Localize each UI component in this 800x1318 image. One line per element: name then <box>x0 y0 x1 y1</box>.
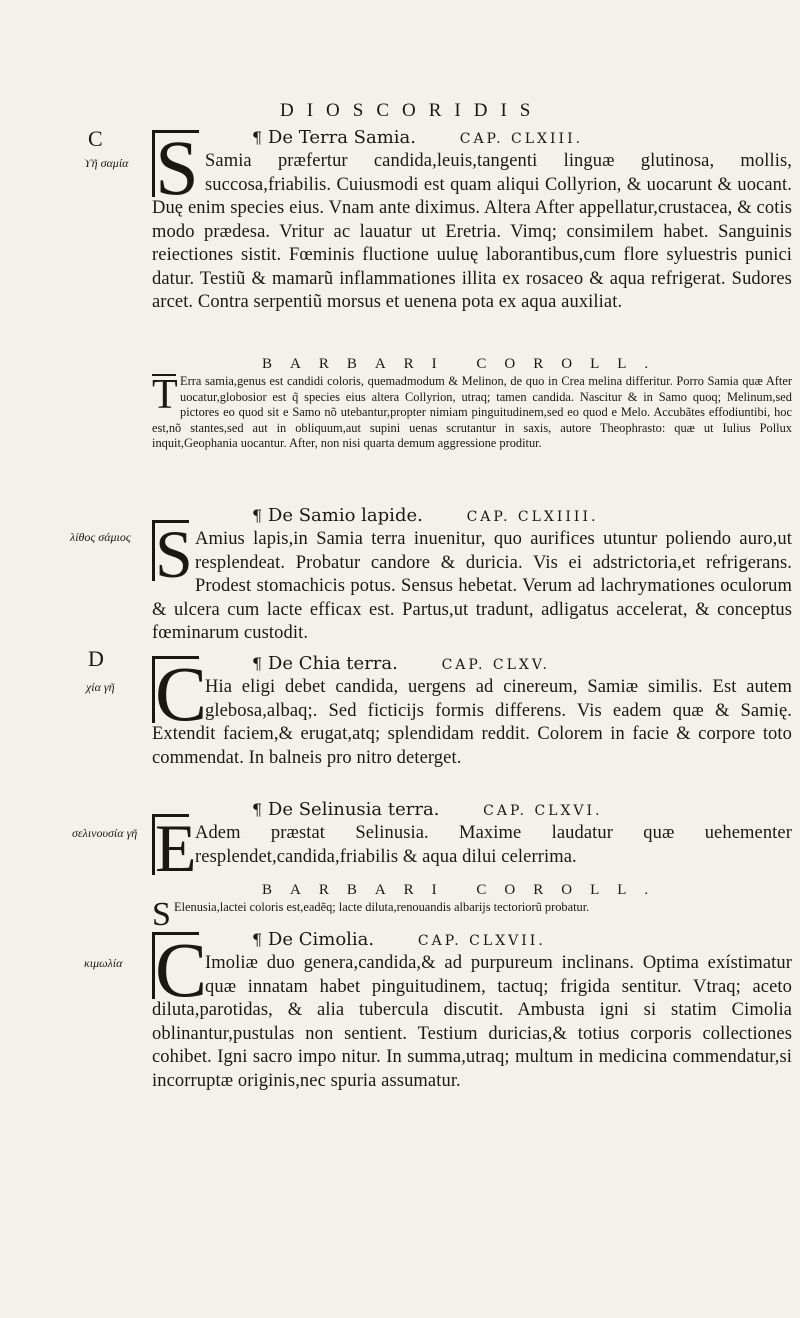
corollary-barbari-1 <box>152 354 792 452</box>
drop-capital: S <box>152 130 199 197</box>
corollary-text: S Elenusia,lactei coloris est,eadẽq; lacte diluta,renouandis albarijs tectoriorũ probatur. <box>152 896 590 933</box>
chapter-number: CAP. CLXVI. <box>483 803 603 819</box>
corollary-text: T Erra samia,genus est candidi coloris, quemadmodum & Melinon, de quo in Crea melina differitur. Porro Samia quæ After uocatur,globosior est q̃ species eius altera Collyrion, utraq; tamen candida. Nascitur & in Samo quoq; Melinum,sed pictores eo quod sit e Samo nõ utebantur,propter nimiam pinguitudinem,sed eo quod e Melo. Accubãtes effodiuntibi, hoc est,nõ stantes,sed aut in obliquum,aut supini uenas scrutantur in saxis, autore Theophrasto: quæ ut Iulius Pollux inquit,Geophania uocantur. After, non nisi quarta demum aggressione proditur. <box>152 372 792 451</box>
chapter-text: S Amius lapis,in Samia terra inuenitur, quo aurifices utuntur poliendo auro,ut resplendeat. Probatur candore & duricia. Vis ei adstrictoria,et refrigerans. Prodest stomachicis potus. Sensus hebetat. Verum ad lachrymationes oculorum & ulcera cum lacte efficax est. Partus,ut tradunt, adligatus accelerat, & conceptus fœminarum custodit. <box>152 516 792 643</box>
margin-greek-note: χία γῆ <box>86 680 115 694</box>
pilcrow-mark: ¶ <box>252 654 263 673</box>
drop-capital: S <box>152 520 189 581</box>
corollary-initial: T <box>152 372 178 418</box>
corollary-heading: BARBARI COROLL. <box>262 882 667 898</box>
margin-greek-note: σελινουσία γῆ <box>72 826 138 840</box>
chapter-heading <box>252 798 792 822</box>
chapter-heading <box>252 126 792 150</box>
corollary-heading: BARBARI COROLL. <box>262 356 667 372</box>
chapter-terra-samia <box>152 126 792 315</box>
chapter-title: De Samio lapide. <box>267 505 423 526</box>
drop-capital: C <box>152 656 199 723</box>
chapter-heading <box>252 504 792 528</box>
drop-capital: C <box>152 932 199 999</box>
chapter-number: CAP. CLXIII. <box>459 131 584 147</box>
chapter-selinusia-terra <box>152 798 792 886</box>
margin-greek-note: λίθος σάμιος <box>70 530 131 544</box>
chapter-number: CAP. CLXV. <box>441 657 550 673</box>
margin-greek-note: κιμωλία <box>84 956 123 970</box>
chapter-samio-lapide <box>152 504 792 646</box>
chapter-cimolia <box>152 928 792 1093</box>
chapter-heading <box>252 652 792 676</box>
chapter-title: De Chia terra. <box>267 653 398 674</box>
chapter-heading <box>252 928 792 952</box>
corollary-initial: S <box>152 896 171 933</box>
pilcrow-mark: ¶ <box>252 128 263 147</box>
margin-letter-d: D <box>88 646 104 671</box>
pilcrow-mark: ¶ <box>252 800 263 819</box>
chapter-title: De Terra Samia. <box>267 127 416 148</box>
running-head: DIOSCORIDIS <box>280 100 544 121</box>
pilcrow-mark: ¶ <box>252 506 263 525</box>
chapter-text: E Adem præstat Selinusia. Maxime laudatur quæ uehementer resplendet,candida,friabilis & aqua dilui celerrima. <box>152 822 792 869</box>
chapter-number: CAP. CLXIIII. <box>466 509 599 525</box>
chapter-number: CAP. CLXVII. <box>417 933 546 949</box>
chapter-text: S Samia præfertur candida,leuis,tangenti linguæ glutinosa, mollis, succosa,friabilis. Cuiusmodi est quam aliqui Collyrion, & uocarunt & uocant. Duę enim species eius. Vnam ante diximus. Altera After appellatur,crustacea, & cotis modo prædesa. Vritur ac lauatur ut Eretria. Vimq; consimilem habet. Sanguinis reiectiones sistit. Fœminis fluctione uuluę laborantibus,cum flore syluestris punici datur. Testiũ & mamarũ inflammationes illita ex rosaceo & aqua refrigerat. Sudores arcet. Contra serpentiũ morsus et uenena pota ex aqua auxiliat. <box>152 124 792 312</box>
chapter-text: C Hia eligi debet candida, uergens ad cinereum, Samiæ similis. Est autem glebosa,albaq;. Sed ficticijs formis differens. Vis eadem quæ & Samię. Extendit faciem,& erugat,atq; splendidam reddit. Colorem in facie & corpore toto commendat. In balneis pro nitro deterget. <box>152 650 792 768</box>
chapter-chia-terra <box>152 652 792 770</box>
margin-letter-c: C <box>88 126 103 151</box>
chapter-text: C Imoliæ duo genera,candida,& ad purpureum inclinans. Optima exístimatur quæ innatam habet pinguitudinem, tactuq; frigida sentitur. Vtraq; aceto diluta,parotidas, & alia tubercula discutit. Ambusta igni si statim Cimolia oblinantur,pustulas non sentient. Testium duricias,& totius corporis collectiones cohibet. Igni sacro impo nitur. In summa,utraq; multum in medicina commendatur,si incorruptæ originis,nec spuria assumatur. <box>152 926 792 1091</box>
chapter-title: De Selinusia terra. <box>267 799 440 820</box>
pilcrow-mark: ¶ <box>252 930 263 949</box>
chapter-title: De Cimolia. <box>267 929 375 950</box>
corollary-barbari-2 <box>152 880 792 933</box>
margin-greek-note: ϒῆ σαμία <box>84 156 129 170</box>
drop-capital: E <box>152 814 189 875</box>
